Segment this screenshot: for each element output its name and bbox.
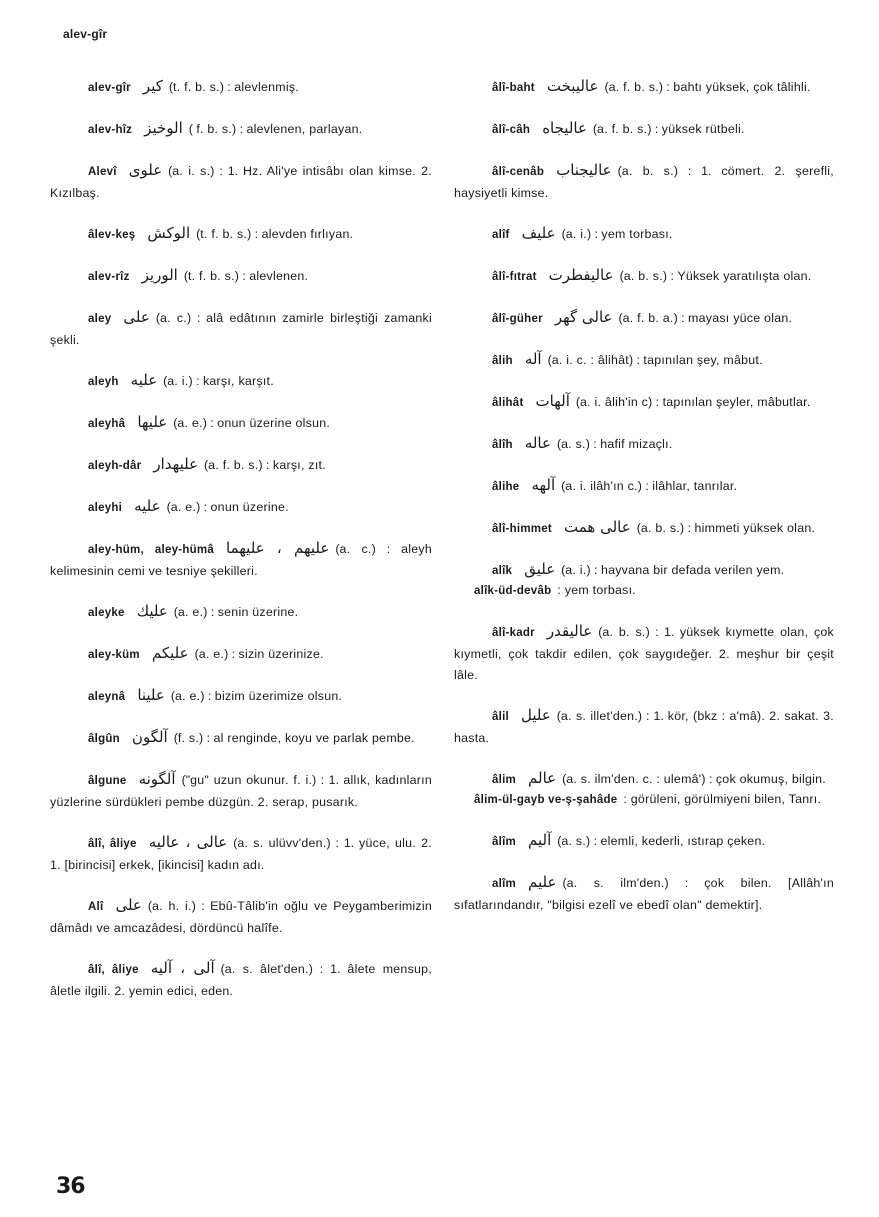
headword: aley	[88, 313, 112, 325]
dictionary-entry	[454, 872, 834, 916]
headword: âlgune	[88, 775, 127, 787]
definition: (a. s. âlet'den.) : 1. âlete mensup, âletle ilgili. 2. yemin edici, eden.	[50, 962, 432, 998]
arabic-script: آله	[524, 350, 542, 368]
headword: âlihât	[492, 397, 524, 409]
dictionary-entry	[50, 223, 432, 246]
definition: (a. i. ilâh'ın c.) : ilâhlar, tanrılar.	[561, 479, 738, 493]
definition: (a. e.) : senin üzerine.	[173, 605, 299, 619]
dictionary-entry	[50, 958, 432, 1002]
headword: alev-gîr	[88, 82, 131, 94]
arabic-script: علیهدار	[153, 455, 199, 473]
dictionary-entry	[50, 496, 432, 519]
dictionary-entry	[50, 601, 432, 624]
arabic-script: آلی ، آلیه	[150, 959, 215, 977]
headword: âlim-ül-gayb ve-ş-şahâde	[474, 794, 618, 806]
dictionary-entry	[454, 789, 834, 811]
definition: (a. e.) : onun üzerine olsun.	[173, 416, 331, 430]
headword: alev-rîz	[88, 271, 130, 283]
definition: (a. b. s.) : Yüksek yaratılışta olan.	[619, 269, 812, 283]
arabic-script: عالیفطرت	[548, 266, 614, 284]
headword: âlî-güher	[492, 313, 543, 325]
definition: (a. s. ulüvv'den.) : 1. yüce, ulu. 2. 1. [birincisi] erkek, [ikincisi] kadın adı.	[50, 836, 432, 872]
headword: âlî-kadr	[492, 627, 535, 639]
running-head: alev-gîr	[63, 27, 108, 41]
headword: alîf	[492, 229, 510, 241]
dictionary-entry	[454, 349, 834, 372]
arabic-script: الوکش	[147, 224, 191, 242]
arabic-script: علیف	[521, 224, 556, 242]
dictionary-entry	[50, 265, 432, 288]
arabic-script: علی	[123, 308, 150, 326]
definition: : görüleni, görülmiyeni bilen, Tanrı.	[623, 792, 822, 806]
definition: ("gu" uzun okunur. f. i.) : 1. allık, kadınların yüzlerine sürdükleri pembe düzgün. 2. serap, pusarık.	[50, 773, 432, 809]
headword: âlî-fıtrat	[492, 271, 537, 283]
definition: (f. s.) : al renginde, koyu ve parlak pembe.	[173, 731, 415, 745]
dictionary-entry	[454, 830, 834, 853]
arabic-script: عالم	[528, 769, 557, 787]
arabic-script: علی	[115, 896, 142, 914]
arabic-script: علیکم	[151, 644, 189, 662]
dictionary-entry	[454, 559, 834, 582]
headword: aley-hüm, aley-hümâ	[88, 544, 215, 556]
arabic-script: علیل	[520, 706, 551, 724]
dictionary-entry	[50, 76, 432, 99]
headword: âlîm	[492, 836, 517, 848]
dictionary-entry	[50, 307, 432, 351]
arabic-script: علیق	[524, 560, 556, 578]
definition: (a. f. b. s.) : karşı, zıt.	[204, 458, 326, 472]
headword: Alevî	[88, 166, 117, 178]
dictionary-entry	[454, 580, 834, 602]
headword: âlî, âliye	[88, 838, 137, 850]
dictionary-entry	[50, 412, 432, 435]
arabic-script: علیم	[528, 873, 557, 891]
headword: âlî-himmet	[492, 523, 553, 535]
dictionary-entry	[454, 517, 834, 540]
headword: Alî	[88, 901, 104, 913]
arabic-script: الوریز	[141, 266, 178, 284]
definition: (a. e.) : onun üzerine.	[166, 500, 289, 514]
arabic-script: علیها	[137, 413, 168, 431]
right-column	[454, 76, 834, 935]
definition: (t. f. b. s.) : alevlenen.	[183, 269, 309, 283]
headword: âlim	[492, 774, 517, 786]
dictionary-entry	[454, 433, 834, 456]
dictionary-entry	[454, 475, 834, 498]
definition: ( f. b. s.) : alevlenen, parlayan.	[188, 122, 363, 136]
dictionary-entry	[50, 370, 432, 393]
definition: (a. i. c. : âlihât) : tapınılan şey, mâbut.	[547, 353, 763, 367]
headword: aleyhi	[88, 502, 123, 514]
definition: : yem torbası.	[557, 583, 636, 597]
headword: aleyke	[88, 607, 125, 619]
headword: alîk	[492, 565, 513, 577]
definition: (a. c.) : aleyh kelimesinin cemi ve tesniye şekilleri.	[50, 542, 432, 578]
dictionary-entry	[454, 621, 834, 686]
arabic-script: علینا	[137, 686, 165, 704]
dictionary-entry	[50, 832, 432, 876]
arabic-script: الوخیز	[144, 119, 183, 137]
definition: (a. b. s.) : 1. yüksek kıymette olan, çok kıymetli, çok takdir edilen, çok saygıdeğer. 2. meşhur bir çeşit lâle.	[454, 625, 834, 682]
definition: (a. s. ilm'den.) : çok bilen. [Allâh'ın sıfatlarındandır, "bilgisi ezelî ve ebedî olan" demektir].	[454, 876, 834, 912]
headword: âlîh	[492, 439, 513, 451]
definition: (a. f. b. s.) : yüksek rütbeli.	[592, 122, 745, 136]
arabic-script: علیك	[136, 602, 168, 620]
dictionary-entry	[454, 391, 834, 414]
dictionary-entry	[50, 685, 432, 708]
dictionary-entry	[454, 307, 834, 330]
dictionary-entry	[454, 768, 834, 791]
arabic-script: کیر	[142, 77, 163, 95]
definition: (a. s.) : hafif mizaçlı.	[556, 437, 673, 451]
arabic-script: عالی گهر	[554, 308, 613, 326]
arabic-script: علیه	[134, 497, 161, 515]
definition: (a. c.) : alâ edâtının zamirle birleştiği zamanki şekli.	[50, 311, 432, 347]
headword: aleyh-dâr	[88, 460, 142, 472]
headword: âlî-câh	[492, 124, 531, 136]
dictionary-entry	[454, 705, 834, 749]
dictionary-entry	[50, 769, 432, 813]
headword: aleynâ	[88, 691, 126, 703]
definition: (t. f. b. s.) : alevlenmiş.	[168, 80, 300, 94]
definition: (a. s. ilm'den. c. : ulemâ') : çok okumuş, bilgin.	[562, 772, 826, 786]
arabic-script: علیه	[130, 371, 158, 389]
dictionary-entry	[454, 76, 834, 99]
headword: aleyh	[88, 376, 119, 388]
arabic-script: آلگون	[131, 728, 168, 746]
arabic-script: عالی همت	[564, 518, 631, 536]
headword: alev-hîz	[88, 124, 133, 136]
definition: (a. f. b. s.) : bahtı yüksek, çok tâlihli.	[604, 80, 811, 94]
headword: âlî, âliye	[88, 964, 139, 976]
arabic-script: آلهات	[535, 392, 570, 410]
definition: (t. f. b. s.) : alevden fırlıyan.	[196, 227, 354, 241]
arabic-script: علیهم ، علیهما	[226, 539, 330, 557]
dictionary-entry	[50, 538, 432, 582]
definition: (a. i. s.) : 1. Hz. Ali'ye intisâbı olan kimse. 2. Kızılbaş.	[50, 164, 432, 200]
arabic-script: آلیم	[528, 831, 552, 849]
arabic-script: علوی	[128, 161, 163, 179]
dictionary-entry	[50, 895, 432, 939]
headword: âlil	[492, 711, 509, 723]
dictionary-entry	[50, 643, 432, 666]
page-number: 36	[56, 1174, 85, 1199]
headword: âlgûn	[88, 733, 120, 745]
definition: (a. s.) : elemli, kederli, ıstırap çeken.	[557, 834, 766, 848]
arabic-script: عالی ، عالیه	[148, 833, 228, 851]
definition: (a. i.) : yem torbası.	[561, 227, 673, 241]
definition: (a. b. s.) : 1. cömert. 2. şerefli, haysiyetli kimse.	[454, 164, 834, 200]
definition: (a. f. b. a.) : mayası yüce olan.	[618, 311, 793, 325]
definition: (a. e.) : bizim üzerimize olsun.	[170, 689, 343, 703]
headword: âlih	[492, 355, 513, 367]
definition: (a. s. illet'den.) : 1. kör, (bkz : a'mâ). 2. sakat. 3. hasta.	[454, 709, 834, 745]
definition: (a. i.) : hayvana bir defada verilen yem.	[561, 563, 785, 577]
dictionary-entry	[454, 265, 834, 288]
dictionary-entry	[50, 454, 432, 477]
dictionary-entry	[50, 727, 432, 750]
dictionary-entry	[454, 160, 834, 204]
left-column	[50, 76, 432, 1021]
definition: (a. b. s.) : himmeti yüksek olan.	[636, 521, 816, 535]
definition: (a. i.) : karşı, karşıt.	[163, 374, 274, 388]
headword: alîk-üd-devâb	[474, 585, 552, 597]
arabic-script: عالیقدر	[546, 622, 593, 640]
arabic-script: عاله	[524, 434, 551, 452]
headword: aleyhâ	[88, 418, 126, 430]
dictionary-entry	[454, 223, 834, 246]
dictionary-entry	[454, 118, 834, 141]
headword: âlihe	[492, 481, 520, 493]
arabic-script: عالیبخت	[546, 77, 599, 95]
arabic-script: عالیجناب	[556, 161, 612, 179]
headword: aley-küm	[88, 649, 140, 661]
definition: (a. i. âlih'in c) : tapınılan şeyler, mâbutlar.	[575, 395, 811, 409]
dictionary-entry	[50, 118, 432, 141]
arabic-script: عالیجاه	[542, 119, 587, 137]
definition: (a. h. i.) : Ebû-Tâlib'in oğlu ve Peygamberimizin dâmâdı ve amcazâdesi, dördüncü halîfe.	[50, 899, 432, 935]
headword: âlî-cenâb	[492, 166, 545, 178]
arabic-script: آلگونه	[138, 770, 176, 788]
arabic-script: آلهه	[531, 476, 556, 494]
headword: âlî-baht	[492, 82, 535, 94]
headword: âlev-keş	[88, 229, 136, 241]
headword: alîm	[492, 878, 517, 890]
dictionary-entry	[50, 160, 432, 204]
definition: (a. e.) : sizin üzerinize.	[194, 647, 324, 661]
